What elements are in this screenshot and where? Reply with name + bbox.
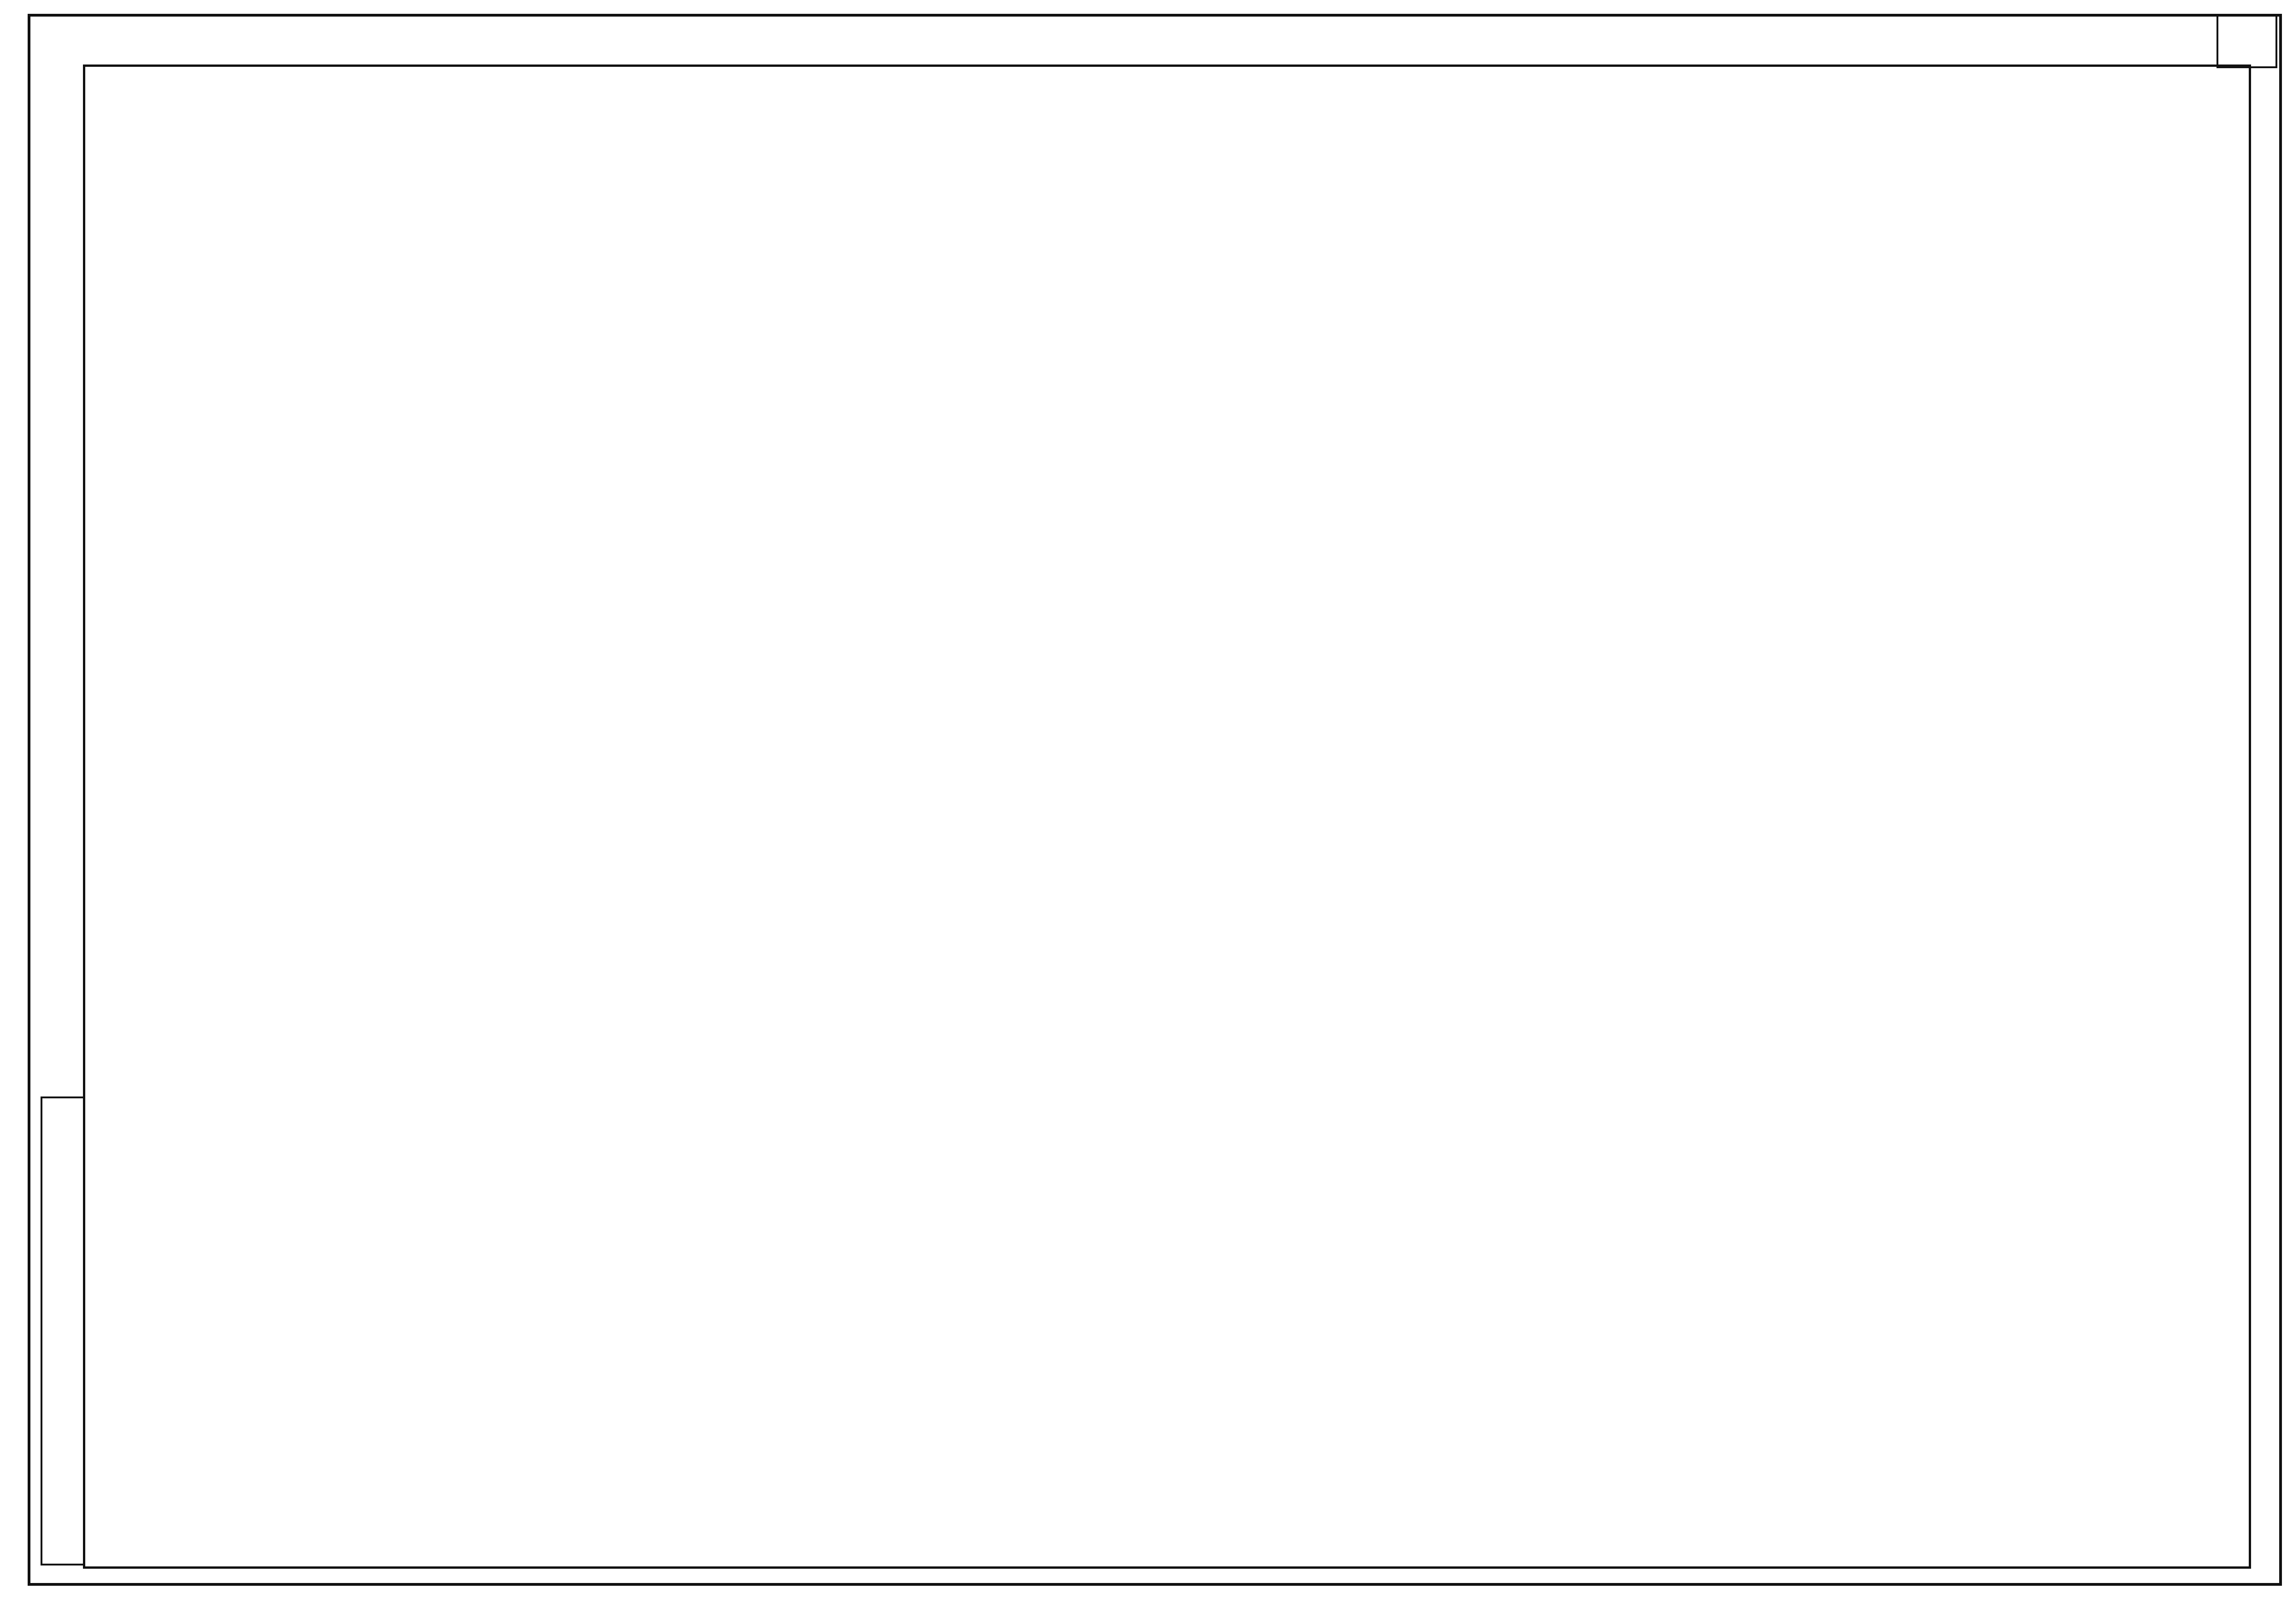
- side-stamp: [41, 1096, 85, 1565]
- table-frame: [83, 64, 2251, 1569]
- sheet-number-box: [2217, 14, 2277, 68]
